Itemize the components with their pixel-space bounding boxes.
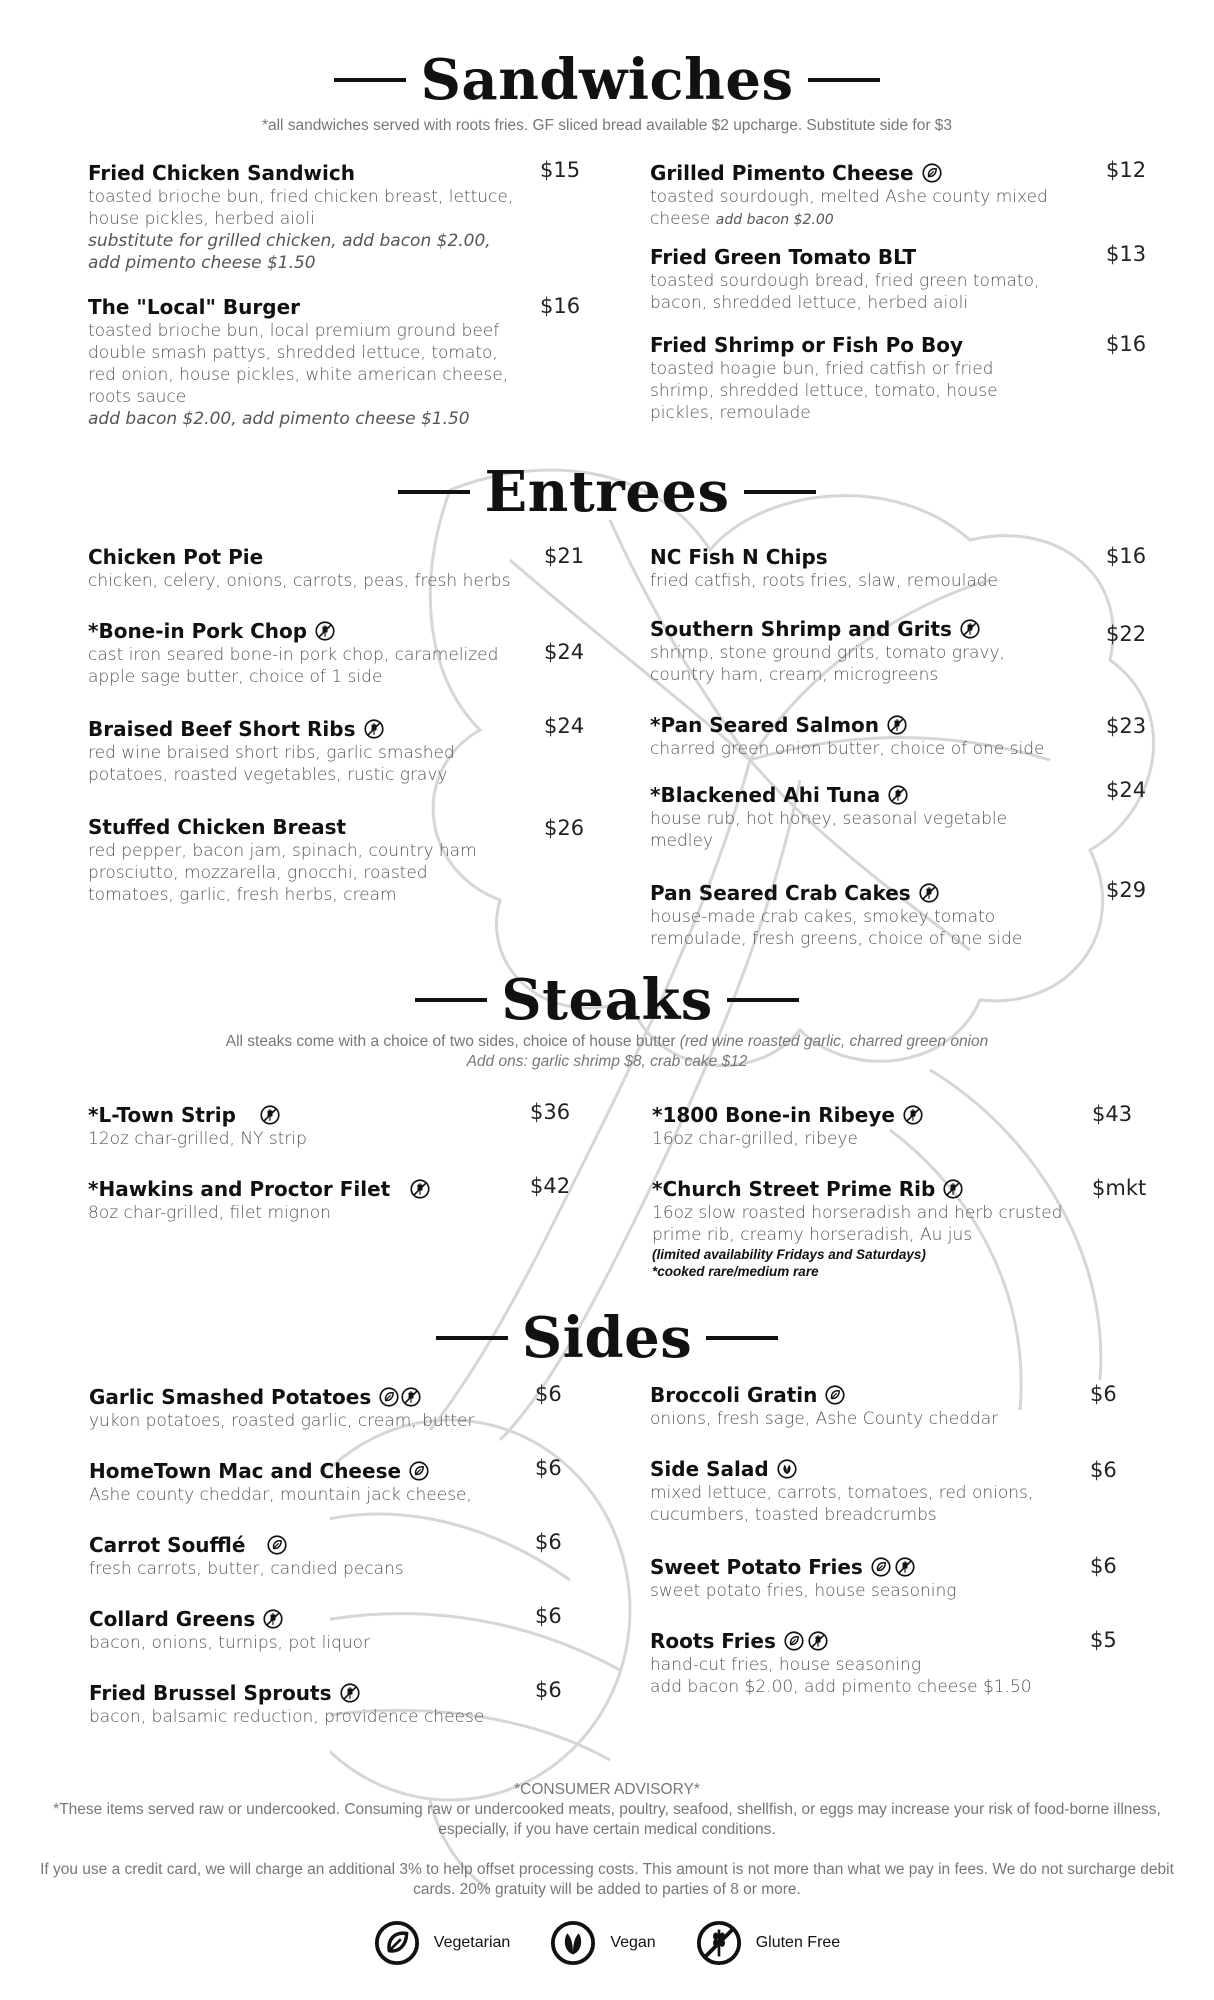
item-price: $6 <box>535 1456 562 1480</box>
item-description: chicken, celery, onions, carrots, peas, fresh herbs <box>88 571 511 591</box>
item-description: shrimp, stone ground grits, tomato gravy, country ham, cream, microgreens <box>650 643 1005 685</box>
item-price: $6 <box>1090 1382 1117 1406</box>
item-description: yukon potatoes, roasted garlic, cream, butter <box>89 1411 475 1431</box>
gluten-free-icon <box>340 1683 360 1703</box>
advisory-text: *These items served raw or undercooked. Consuming raw or undercooked meats, poultry, seafood, shellfish, or eggs may increase your risk of food-borne illness, especially, if you have certain medical conditions. <box>53 1801 1161 1838</box>
item-price: $6 <box>1090 1554 1117 1578</box>
credit-card-notice: If you use a credit card, we will charge an additional 3% to help offset processing costs. This amount is not more than what we pay in fees. We do not surcharge debit cards. 20% gratuity will be added to parties of 8 or more. <box>40 1861 1174 1898</box>
vegetarian-icon <box>267 1535 287 1555</box>
item-note: substitute for grilled chicken, add bacon $2.00, add pimento cheese $1.50 <box>88 231 491 273</box>
item-price: $43 <box>1092 1102 1133 1126</box>
item-name: *1800 Bone-in Ribeye <box>652 1103 895 1127</box>
item-description: fresh carrots, butter, candied pecans <box>89 1559 404 1579</box>
menu-item <box>88 814 518 906</box>
legend-vegan <box>550 1920 655 1966</box>
heading-rule-right <box>727 998 799 1002</box>
item-name: Broccoli Gratin <box>650 1383 818 1407</box>
menu-item <box>88 544 518 592</box>
advisory-title: *CONSUMER ADVISORY* <box>514 1781 700 1798</box>
item-price: $23 <box>1106 714 1147 738</box>
item-name: Grilled Pimento Cheese <box>650 161 914 185</box>
item-price: $6 <box>535 1678 562 1702</box>
sandwiches-heading <box>0 47 1214 113</box>
menu-item <box>650 332 1060 424</box>
gluten-free-icon <box>263 1609 283 1629</box>
item-description: toasted sourdough, melted Ashe county mixed cheese <box>650 187 1048 229</box>
menu-item <box>650 1554 1080 1602</box>
vegetarian-icon <box>374 1920 420 1966</box>
gluten-free-icon <box>410 1179 430 1199</box>
item-price: $12 <box>1106 158 1147 182</box>
sides-title: Sides <box>521 1305 693 1371</box>
menu-item <box>650 1456 1080 1526</box>
item-name: Fried Shrimp or Fish Po Boy <box>650 333 963 357</box>
item-price: $mkt <box>1092 1176 1147 1200</box>
item-description: cast iron seared bone-in pork chop, caramelized apple sage butter, choice of 1 side <box>88 645 499 687</box>
item-description: 8oz char-grilled, filet mignon <box>88 1203 331 1223</box>
item-name: Fried Chicken Sandwich <box>88 161 355 185</box>
item-name: Chicken Pot Pie <box>88 545 264 569</box>
entrees-heading <box>0 459 1214 525</box>
item-price: $42 <box>530 1174 571 1198</box>
heading-rule-left <box>415 998 487 1002</box>
item-name: *Pan Seared Salmon <box>650 713 880 737</box>
item-description: add bacon $2.00, add pimento cheese $1.50 <box>650 1677 1032 1697</box>
menu-item <box>89 1458 519 1506</box>
menu-item <box>89 1606 519 1654</box>
gluten-free-icon <box>696 1920 742 1966</box>
gluten-free-icon <box>364 719 384 739</box>
menu-item <box>88 160 518 274</box>
item-name: Garlic Smashed Potatoes <box>89 1385 372 1409</box>
menu-item <box>650 880 1060 950</box>
item-description: bacon, balsamic reduction, providence cheese <box>89 1707 485 1727</box>
steaks-note-main: All steaks come with a choice of two sides, choice of house butter <box>225 1033 676 1050</box>
heading-rule-right <box>744 490 816 494</box>
sandwiches-title: Sandwiches <box>420 47 794 113</box>
vegetarian-icon <box>409 1461 429 1481</box>
item-price: $6 <box>535 1382 562 1406</box>
item-description: hand-cut fries, house seasoning <box>650 1655 922 1675</box>
menu-item <box>89 1384 519 1432</box>
item-description: onions, fresh sage, Ashe County cheddar <box>650 1409 999 1429</box>
item-name: NC Fish N Chips <box>650 545 828 569</box>
item-description: toasted hoagie bun, fried catfish or fried shrimp, shredded lettuce, tomato, house pickles, remoulade <box>650 359 998 423</box>
item-name: *Hawkins and Proctor Filet <box>88 1177 391 1201</box>
item-price: $24 <box>544 714 585 738</box>
item-name: Southern Shrimp and Grits <box>650 617 952 641</box>
gluten-free-icon <box>401 1387 421 1407</box>
item-description: toasted sourdough bread, fried green tomato, bacon, shredded lettuce, herbed aioli <box>650 271 1040 313</box>
steaks-note-butters: (red wine roasted garlic, charred green onion <box>679 1033 989 1050</box>
entrees-title: Entrees <box>484 459 730 525</box>
item-description: Ashe county cheddar, mountain jack cheese, <box>89 1485 472 1505</box>
item-price: $24 <box>1106 778 1147 802</box>
item-name: Fried Green Tomato BLT <box>650 245 917 269</box>
gluten-free-icon <box>260 1105 280 1125</box>
heading-rule-left <box>398 490 470 494</box>
gluten-free-icon <box>960 619 980 639</box>
vegan-icon <box>550 1920 596 1966</box>
menu-item <box>650 712 1060 760</box>
menu-item <box>650 1382 1080 1430</box>
menu-item <box>650 782 1060 852</box>
gluten-free-icon <box>919 883 939 903</box>
gluten-free-icon <box>808 1631 828 1651</box>
item-description: 16oz char-grilled, ribeye <box>652 1129 858 1149</box>
menu-item <box>88 1102 518 1150</box>
menu-item <box>88 294 518 430</box>
item-name: Pan Seared Crab Cakes <box>650 881 911 905</box>
gluten-free-icon <box>888 785 908 805</box>
sides-heading <box>0 1305 1214 1371</box>
item-description: 16oz slow roasted horseradish and herb crusted prime rib, creamy horseradish, Au jus <box>652 1203 1063 1245</box>
item-price: $6 <box>535 1530 562 1554</box>
item-name: Sweet Potato Fries <box>650 1555 863 1579</box>
menu-item <box>88 716 518 786</box>
heading-rule-left <box>334 78 406 82</box>
vegetarian-icon <box>784 1631 804 1651</box>
vegetarian-icon <box>871 1557 891 1577</box>
item-description: bacon, onions, turnips, pot liquor <box>89 1633 371 1653</box>
menu-item <box>650 616 1060 686</box>
legend-gluten-free <box>696 1920 840 1966</box>
heading-rule-left <box>436 1336 508 1340</box>
menu-item <box>89 1532 519 1580</box>
item-price: $36 <box>530 1100 571 1124</box>
vegetarian-icon <box>922 163 942 183</box>
gluten-free-icon <box>895 1557 915 1577</box>
item-price: $13 <box>1106 242 1147 266</box>
steaks-note <box>60 1032 1154 1072</box>
item-price: $6 <box>535 1604 562 1628</box>
item-price: $5 <box>1090 1628 1117 1652</box>
menu-item <box>652 1102 1082 1150</box>
menu-item <box>88 1176 518 1224</box>
vegetarian-icon <box>825 1385 845 1405</box>
sandwiches-note: *all sandwiches served with roots fries. GF sliced bread available $2 upcharge. Substitute side for $3 <box>261 117 953 134</box>
item-name: *L-Town Strip <box>88 1103 236 1127</box>
item-name: Stuffed Chicken Breast <box>88 815 347 839</box>
legend-label: Vegetarian <box>433 1934 511 1951</box>
heading-rule-right <box>706 1336 778 1340</box>
heading-rule-right <box>808 78 880 82</box>
item-price: $24 <box>544 640 585 664</box>
item-price: $21 <box>544 544 585 568</box>
dietary-legend <box>0 1920 1214 1966</box>
menu-item <box>650 160 1060 231</box>
item-description: mixed lettuce, carrots, tomatoes, red onions, cucumbers, toasted breadcrumbs <box>650 1483 1034 1525</box>
item-note: *cooked rare/medium rare <box>652 1264 819 1279</box>
item-description: red wine braised short ribs, garlic smashed potatoes, roasted vegetables, rustic gravy <box>88 743 455 785</box>
item-price: $16 <box>1106 332 1147 356</box>
item-description: fried catfish, roots fries, slaw, remoulade <box>650 571 999 591</box>
item-description: house rub, hot honey, seasonal vegetable medley <box>650 809 1008 851</box>
item-name: *Blackened Ahi Tuna <box>650 783 881 807</box>
menu-item <box>652 1176 1082 1280</box>
item-description: house-made crab cakes, smokey tomato remoulade, fresh greens, choice of one side <box>650 907 1023 949</box>
gluten-free-icon <box>943 1179 963 1199</box>
item-price: $26 <box>544 816 585 840</box>
steaks-note-addons: Add ons: garlic shrimp $8, crab cake $12 <box>466 1053 748 1070</box>
item-name: *Bone-in Pork Chop <box>88 619 308 643</box>
item-price: $16 <box>1106 544 1147 568</box>
gluten-free-icon <box>903 1105 923 1125</box>
menu-item <box>88 618 518 688</box>
item-name: *Church Street Prime Rib <box>652 1177 936 1201</box>
gluten-free-icon <box>315 621 335 641</box>
item-name: Collard Greens <box>89 1607 256 1631</box>
item-price: $15 <box>540 158 581 182</box>
item-price: $16 <box>540 294 581 318</box>
item-description: red pepper, bacon jam, spinach, country ham prosciutto, mozzarella, gnocchi, roasted tomatoes, garlic, fresh herbs, cream <box>88 841 477 905</box>
item-name: Fried Brussel Sprouts <box>89 1681 332 1705</box>
item-note: (limited availability Fridays and Saturdays) <box>652 1247 926 1262</box>
vegetarian-icon <box>379 1387 399 1407</box>
steaks-heading <box>0 967 1214 1033</box>
gluten-free-icon <box>887 715 907 735</box>
item-name: HomeTown Mac and Cheese <box>89 1459 402 1483</box>
item-description: sweet potato fries, house seasoning <box>650 1581 957 1601</box>
item-price: $22 <box>1106 622 1147 646</box>
menu-item <box>650 1628 1080 1698</box>
item-note: add bacon $2.00, add pimento cheese $1.50 <box>88 409 470 429</box>
item-price: $29 <box>1106 878 1147 902</box>
item-name: Side Salad <box>650 1457 769 1481</box>
legend-label: Gluten Free <box>755 1934 841 1951</box>
consumer-advisory <box>40 1780 1174 1840</box>
item-name: Roots Fries <box>650 1629 776 1653</box>
menu-item <box>650 544 1060 592</box>
steaks-title: Steaks <box>501 967 713 1033</box>
item-name: Carrot Soufflé <box>89 1533 246 1557</box>
legend-label: Vegan <box>610 1934 656 1951</box>
item-description: toasted brioche bun, fried chicken breast, lettuce, house pickles, herbed aioli <box>88 187 514 229</box>
legend-vegetarian <box>374 1920 511 1966</box>
vegan-icon <box>777 1459 797 1479</box>
menu-item <box>650 244 1060 314</box>
item-note: add bacon $2.00 <box>715 212 834 228</box>
item-name: Braised Beef Short Ribs <box>88 717 356 741</box>
item-description: charred green onion butter, choice of one side <box>650 739 1045 759</box>
item-description: toasted brioche bun, local premium ground beef double smash pattys, shredded lettuce, tomato, red onion, house pickles, white american cheese, roots sauce <box>88 321 509 407</box>
item-description: 12oz char-grilled, NY strip <box>88 1129 307 1149</box>
menu-item <box>89 1680 519 1728</box>
item-name: The "Local" Burger <box>88 295 300 319</box>
item-price: $6 <box>1090 1458 1117 1482</box>
